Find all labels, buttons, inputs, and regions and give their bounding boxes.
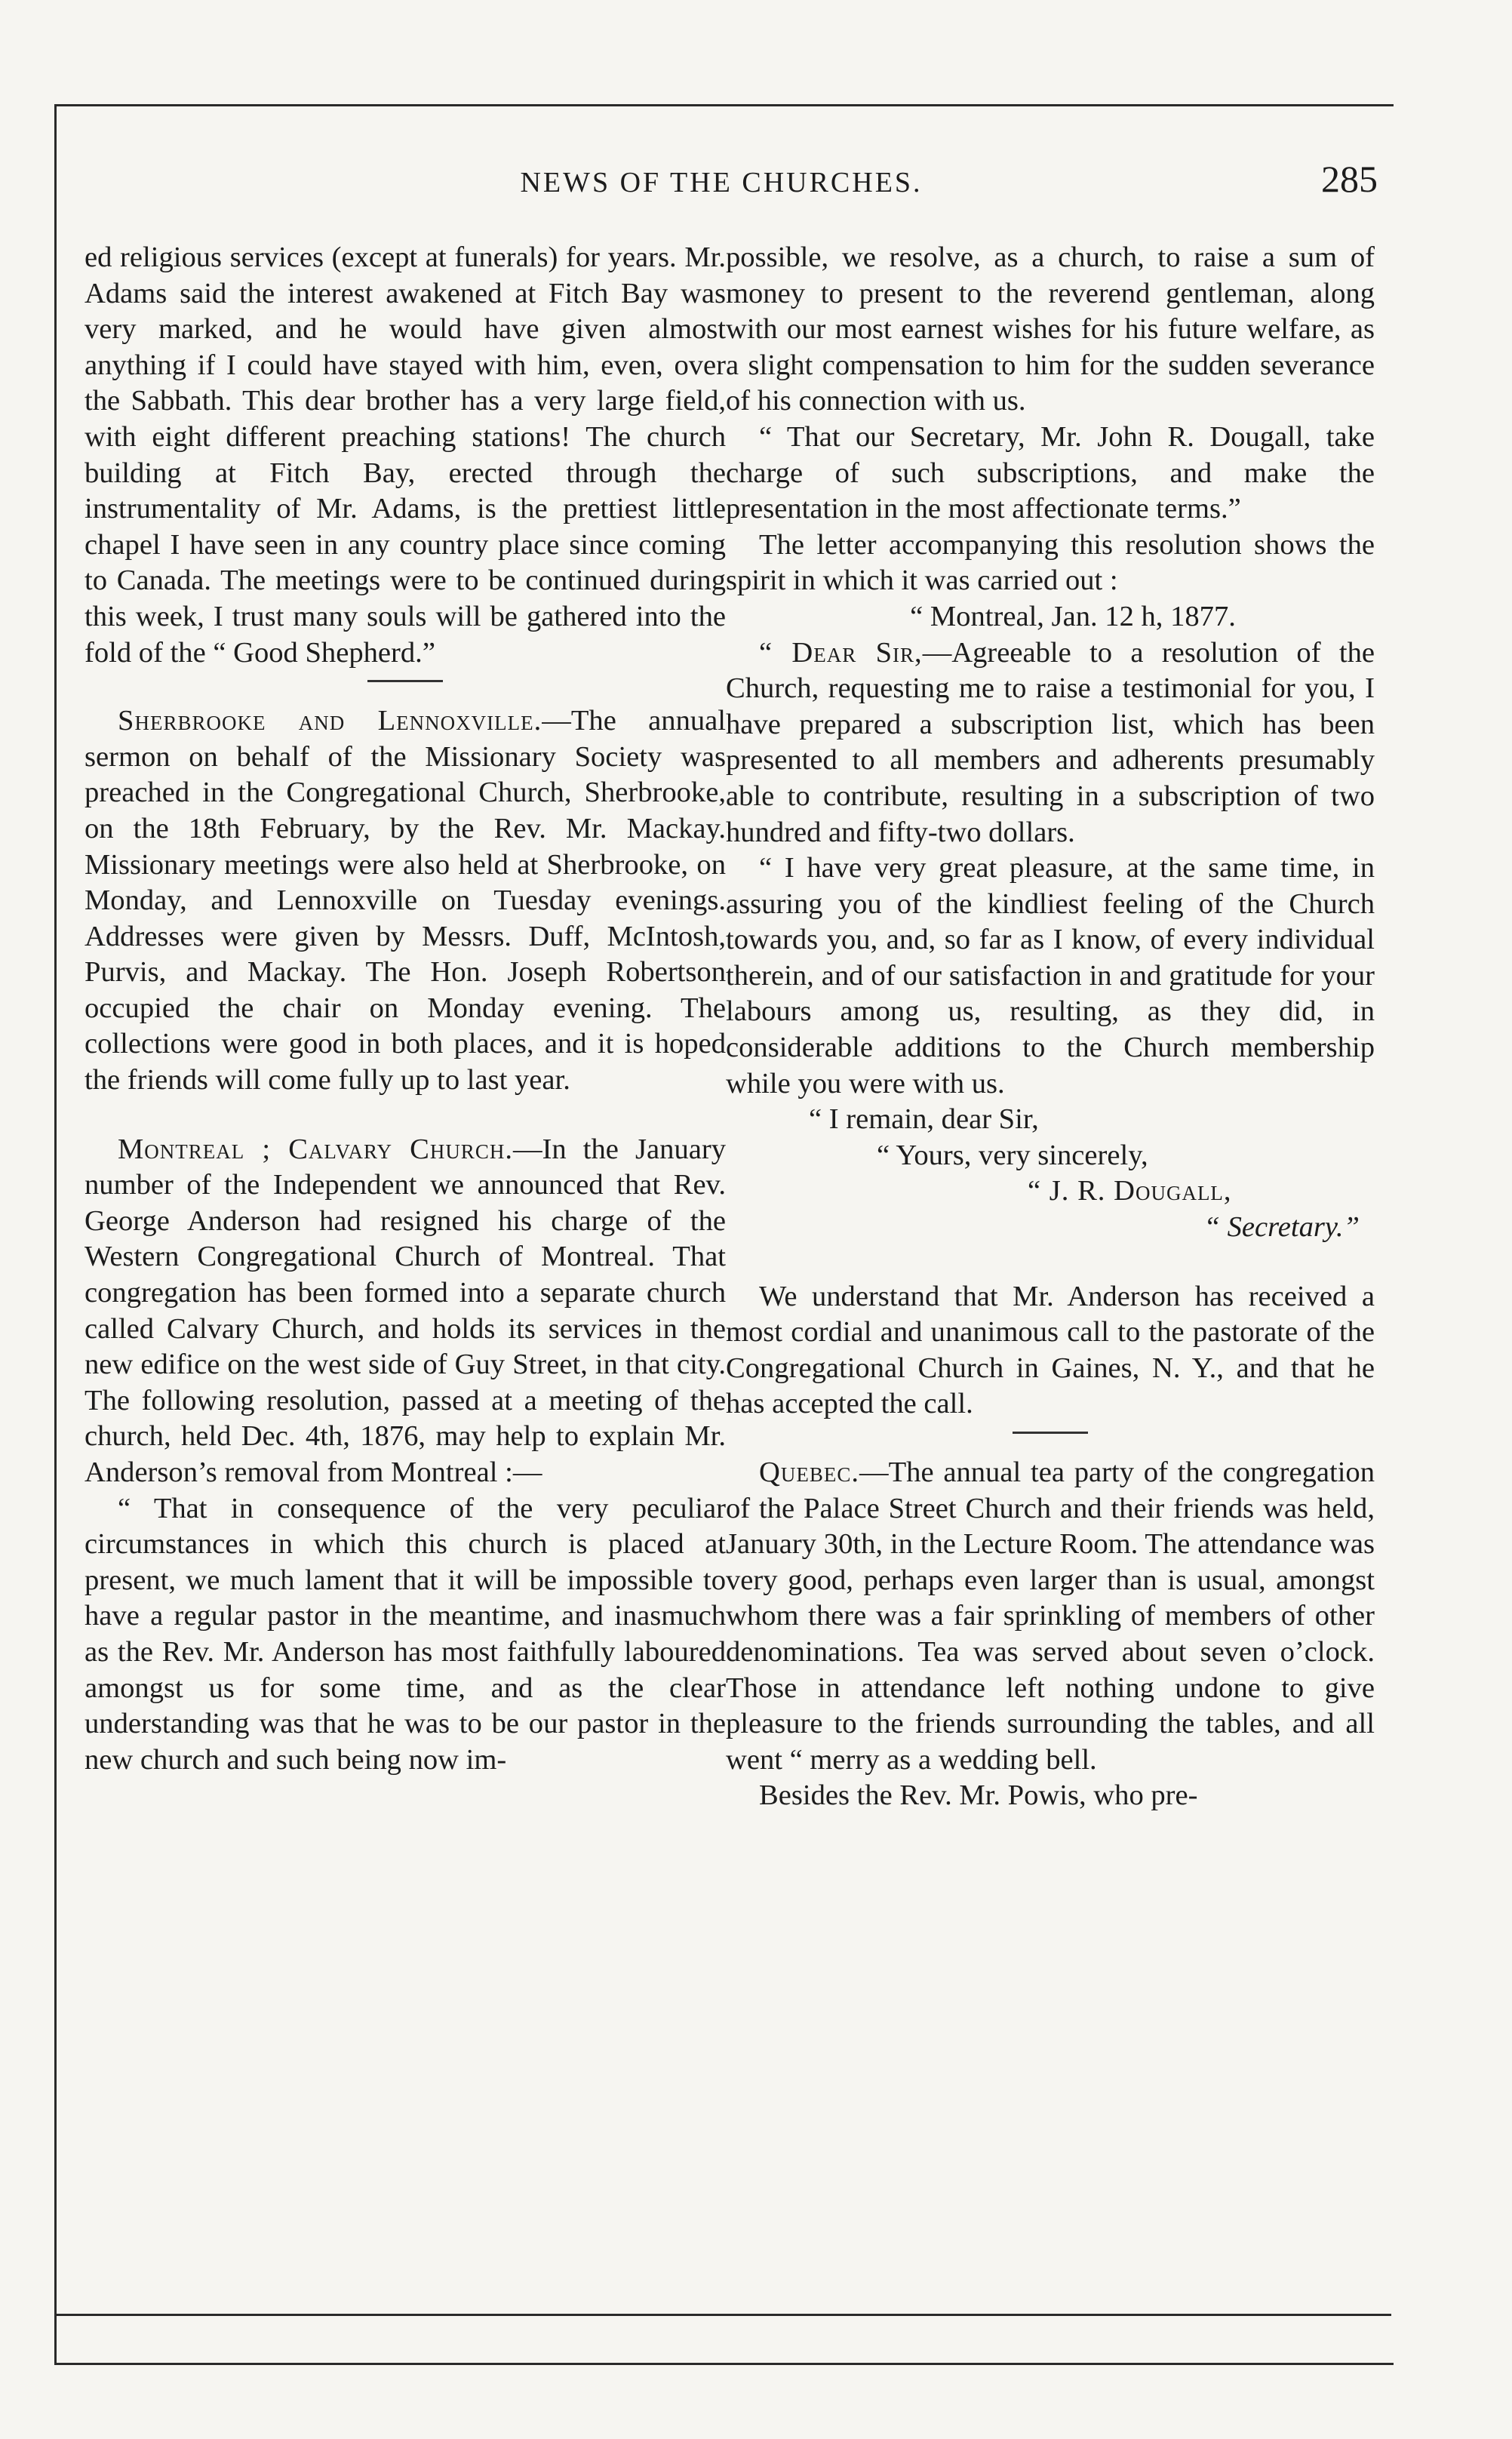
paragraph-letter-intro: The letter accompanying this resolution shows the spirit in which it was carried out : (726, 528, 1375, 597)
left-column (85, 240, 726, 1778)
paragraph-quebec (726, 1455, 1375, 1778)
paragraph-montreal (85, 1132, 726, 1491)
section-divider (1013, 1432, 1088, 1434)
paragraph-powis: Besides the Rev. Mr. Powis, who pre- (759, 1779, 1198, 1812)
section-heading-montreal: Montreal ; Calvary Church. (118, 1133, 513, 1165)
paragraph-anderson-call: We understand that Mr. Anderson has received a most cordial and unanimous call to the pastorate of the Congregational Church in Gaines, N. Y., and that he has accepted the call. (726, 1280, 1375, 1420)
right-column (726, 240, 1375, 1814)
montreal-body: —In the January number of the Independent we announced that Rev. George Anderson had resigned his charge of the Western Congregational Church of Montreal. That congregation has been formed into a separate church called Calvary Church, and holds its services in the new edifice on the west side of Guy Street, in that city. The following resolution, passed at a meeting of the church, held Dec. 4th, 1876, may help to explain Mr. Anderson’s removal from Montreal :— (85, 1133, 727, 1488)
section-heading-quebec: Quebec. (759, 1456, 860, 1488)
section-heading-sherbrooke: Sherbrooke and Lennoxville. (118, 705, 542, 737)
paragraph-secretary: “ That our Secretary, Mr. John R. Dougall, take charge of such subscriptions, and make the presentation in the most affectionate terms.” (726, 420, 1375, 525)
page-header (65, 151, 1378, 211)
paragraph-sherbrooke (85, 703, 726, 1099)
paragraph-resolution: “ That in consequence of the very peculiar circumstances in which this church is placed at present, we much lament that it will be impossible to have a regular pastor in the meantime, and inasmuch as the Rev. Mr. Anderson has most faithfully laboured amongst us for some time, and as the clear understanding was that he was to be our pastor in the new church and such being now im- (85, 1492, 726, 1776)
paragraph-letter-2: “ I have very great pleasure, at the same time, in assuring you of the kindliest feeling of the Church towards you, and, so far as I know, of every individual therein, and of our satisfaction in and gratitude for your labours among us, resulting, as they did, in considerable additions to the Church membership while you were with us. (726, 852, 1375, 1100)
sherbrooke-body: —The annual sermon on behalf of the Missionary Society was preached in the Congregational Church, Sherbrooke, on the 18th February, by the Rev. Mr. Mackay. Missionary meetings were also held at Sherbrooke, on Monday, and Lennoxville on Tuesday evenings. Addresses were given by Messrs. Duff, McIntosh, Purvis, and Mackay. The Hon. Joseph Robertson occupied the chair on Monday evening. The collections were good in both places, and it is hoped the friends will come fully up to last year. (85, 705, 726, 1096)
letter-signature (726, 1102, 1375, 1245)
bottom-rule (54, 2314, 1391, 2316)
signature-name: “ J. R. Dougall, (1028, 1175, 1232, 1207)
letter-salutation: “ Dear Sir, (759, 636, 923, 669)
page-number: 285 (1321, 158, 1378, 200)
running-head: NEWS OF THE CHURCHES. (520, 167, 923, 198)
letter-date: “ Montreal, Jan. 12 h, 1877. (910, 600, 1236, 632)
letter-1-body: —Agreeable to a resolution of the Church, requesting me to raise a testimonial for you, I have prepared a subscription list, which has been presented to all members and adherents presumably able to contribute, resulting in a subscription of two hundred and fifty-two dollars. (726, 636, 1375, 848)
spacer (726, 1246, 1375, 1279)
section-divider (367, 680, 443, 682)
paragraph-letter-1 (726, 635, 1375, 851)
quebec-body: —The annual tea party of the congregation of the Palace Street Church and their friends was held, January 30th, in the Lecture Room. The attendance was very good, perhaps even larger than is usual, amongst whom there was a fair sprinkling of members of other denominations. Tea was served about seven o’clock. Those in attendance left nothing undone to give pleasure to the friends surrounding the tables, and all went “ merry as a wedding bell. (726, 1456, 1375, 1776)
paragraph-resolution-cont: possible, we resolve, as a church, to raise a sum of money to present to the reverend gentleman, along with our most earnest wishes for his future welfare, as a slight compensation to him for the sudden severance of his connection with us. (726, 241, 1375, 417)
spacer (85, 1099, 726, 1132)
paragraph-fitch-bay: ed religious services (except at funerals) for years. Mr. Adams said the interest awakened at Fitch Bay was very marked, and he would have given almost anything if I could have stayed with him, even, over the Sabbath. This dear brother has a very large field, with eight different preaching stations! The church building at Fitch Bay, erected through the instrumentality of Mr. Adams, is the prettiest little chapel I have seen in any country place since coming to Canada. The meetings were to be continued during this week, I trust many souls will be gathered into the fold of the “ Good Shepherd.” (85, 241, 726, 669)
signature-yours: “ Yours, very sincerely, (877, 1139, 1148, 1171)
signature-title: “ Secretary.” (1203, 1211, 1360, 1244)
signature-closing: “ I remain, dear Sir, (809, 1103, 1039, 1136)
